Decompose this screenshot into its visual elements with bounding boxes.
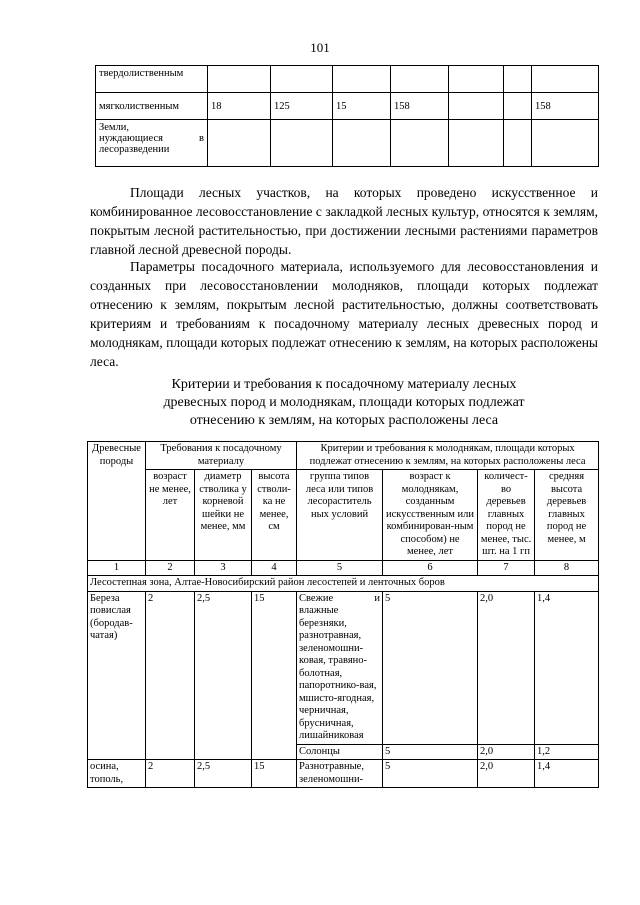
table-row: Береза повислая (бородав-чатая) 2 2,5 15 Свежие и влажные березняки, разнотравная, зеленомошни-ковая, травяно-болотная, папоротнико-вая, мшисто-ягодная, черничная, брусничная, лишайниковая 5 2,0 1,4 xyxy=(88,591,599,744)
table-cell: 18 xyxy=(208,93,271,120)
header-height: высота стволи-ка не менее, см xyxy=(252,470,297,561)
paragraph-lesnye-kultury: Площади лесных участков, на которых проведено искусственное и комбинированное лесовосстановление с закладкой лесных культур, относятся к землям, покрытым лесной растительностью, при достижении лесными растениями параметров главной лесной древесной породы. xyxy=(90,185,598,257)
table-cell: 158 xyxy=(391,93,449,120)
table-cell xyxy=(504,93,532,120)
header-row xyxy=(88,442,599,470)
table-row xyxy=(96,66,599,93)
header-young-age: возраст к молоднякам, созданным искусственным или комбинирован-ным способом) не менее, лет xyxy=(383,470,478,561)
column-number-row: 1 2 3 4 5 6 7 8 xyxy=(88,560,599,576)
species-cell: осина, тополь, xyxy=(88,760,146,788)
table-cell: 15 xyxy=(333,93,391,120)
row-label: мягколиственным xyxy=(96,93,208,120)
table-row: Солонцы 5 2,0 1,2 xyxy=(88,744,599,760)
table-row xyxy=(96,120,599,167)
zone-label: Лесостепная зона, Алтае-Новосибирский район лесостепей и ленточных боров xyxy=(88,576,599,592)
table-row xyxy=(96,93,599,120)
row-label: твердолиственным xyxy=(96,66,208,93)
forest-type-cell: Свежие и влажные березняки, разнотравная, зеленомошни-ковая, травяно-болотная, папоротнико-вая, мшисто-ягодная, черничная, брусничная, лишайниковая xyxy=(297,591,383,744)
header-species: Древесные породы xyxy=(88,442,146,561)
zone-row xyxy=(88,576,599,592)
species-cell: Береза повислая (бородав-чатая) xyxy=(88,591,146,760)
table-cell: 158 xyxy=(532,93,599,120)
header-forest-type: группа типов леса или типов лесораститель ных условий xyxy=(297,470,383,561)
criteria-table xyxy=(87,441,599,788)
table-cell: 125 xyxy=(271,93,333,120)
table-row: осина, тополь, 2 2,5 15 Разнотравные, зеленомошни- 5 2,0 1,4 xyxy=(88,760,599,788)
land-category-table xyxy=(95,65,599,167)
table-cell xyxy=(449,93,504,120)
header-quantity: количест-во деревьев главных пород не менее, тыс. шт. на 1 гп xyxy=(478,470,535,561)
forest-type-cell: Солонцы xyxy=(297,744,383,760)
forest-type-cell: Разнотравные, зеленомошни- xyxy=(297,760,383,788)
paragraph-parametry: Параметры посадочного материала, используемого для лесовосстановления и созданных при лесовосстановлении молодняков, площади которых подлежат отнесению к землям, покрытым лесной растительностью, должны соответствовать критериям и требованиям к посадочному материалу лесных древесных пород и молоднякам, площади которых подлежат отнесению к землям, на которых расположены леса. xyxy=(90,259,598,369)
row-label: Земли, нуждающиеся в лесоразведении xyxy=(96,120,208,167)
section-title: Критерии и требования к посадочному материалу лесных древесных пород и молоднякам, площади которых подлежат отнесению к землям, на которых расположены леса xyxy=(163,377,525,428)
header-avg-height: средняя высота деревьев главных пород не менее, м xyxy=(535,470,599,561)
subheader-row xyxy=(88,470,599,561)
header-planting-material: Требования к посадочному материалу xyxy=(146,442,297,470)
page-number: 101 xyxy=(310,40,330,55)
header-age: возраст не менее, лет xyxy=(146,470,195,561)
header-young-stands: Критерии и требования к молоднякам, площади которых подлежат отнесению к землям, на которых расположены леса xyxy=(297,442,599,470)
header-diameter: диаметр стволика у корневой шейки не менее, мм xyxy=(195,470,252,561)
